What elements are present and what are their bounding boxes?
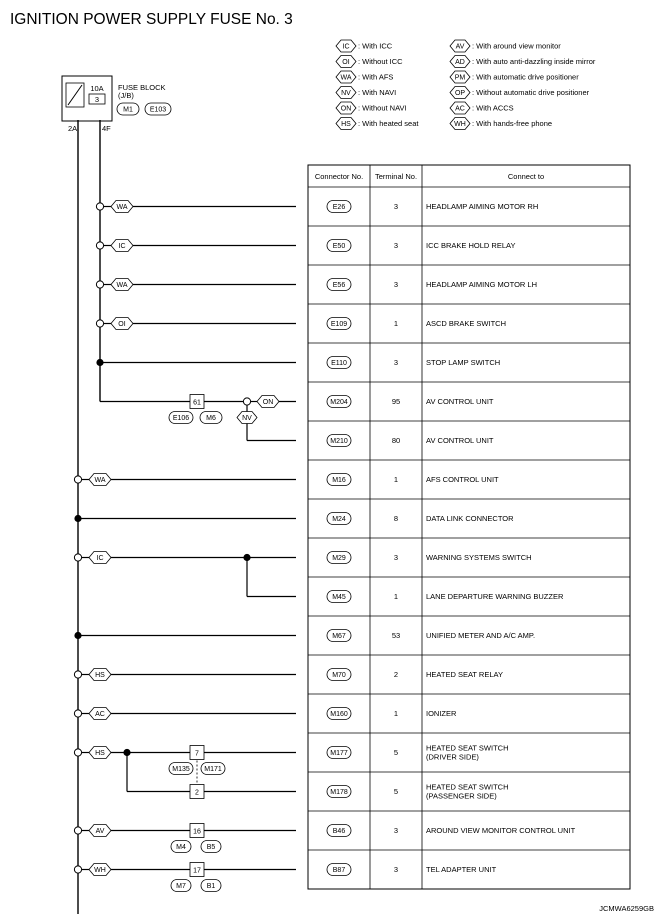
legend-tag-op-text: OP: [454, 90, 466, 97]
connect-to: HEATED SEAT RELAY: [426, 670, 503, 679]
connect-to: (DRIVER SIDE): [426, 752, 479, 762]
legend-label-oi: : Without ICC: [358, 57, 403, 66]
splice-open: [74, 866, 81, 873]
option-tag-ac-text: AC: [95, 711, 105, 718]
connect-to: HEADLAMP AIMING MOTOR LH: [426, 280, 537, 289]
connector-e50: [327, 240, 351, 252]
option-tag-wa-text: WA: [116, 204, 128, 211]
joint-connector-61: [190, 395, 204, 409]
legend-tag-wh: [450, 118, 470, 130]
terminal-no: 80: [391, 436, 401, 445]
connect-to: WARNING SYSTEMS SWITCH: [426, 553, 532, 562]
connector-e26: [327, 201, 351, 213]
legend-tag-pm: [450, 71, 470, 83]
joint-conn-m7-text: M7: [176, 883, 186, 890]
connector-m67: [327, 630, 351, 642]
connector-m24: [327, 513, 351, 525]
legend-tag-wh-text: WH: [454, 121, 466, 128]
fuse-conn-m1: [117, 103, 139, 115]
legend-tag-nv-text: NV: [341, 90, 351, 97]
connect-to: AV CONTROL UNIT: [426, 436, 494, 445]
legend-label-op: : Without automatic drive positioner: [472, 88, 590, 97]
connector-m70-text: M70: [332, 672, 346, 679]
wires: [74, 120, 296, 914]
legend-tag-wa-text: WA: [340, 74, 352, 82]
joint-conn-b5: [201, 841, 221, 853]
terminal-no: 3: [393, 202, 399, 211]
terminal-no: 95: [391, 397, 401, 406]
fuse-amp: 10A: [90, 84, 104, 93]
terminal-no: 3: [393, 280, 399, 289]
legend-tag-ac: [450, 102, 470, 114]
terminal-no: 3: [393, 865, 399, 874]
option-tag-ic: [89, 552, 111, 564]
connector-e110: [327, 357, 351, 369]
option-tag-hs-text: HS: [95, 750, 105, 757]
table-header: Connect to: [507, 172, 545, 181]
legend-tag-on: [336, 102, 356, 114]
joint-conn-m135: [169, 763, 193, 775]
connect-to: HEATED SEAT SWITCH: [426, 743, 509, 753]
legend-tag-ac-text: AC: [455, 105, 465, 113]
connect-to: TEL ADAPTER UNIT: [426, 865, 497, 874]
option-tag-av-text: AV: [95, 828, 105, 835]
option-tag-wa: [111, 279, 133, 291]
connect-to: (PASSENGER SIDE): [426, 791, 497, 801]
connector-m29-text: M29: [332, 555, 346, 562]
connector-e26-text: E26: [332, 204, 346, 211]
fuse-conn-m1-text: M1: [123, 106, 133, 114]
option-tag-wh: [89, 864, 111, 876]
connector-e56-text: E56: [332, 282, 346, 289]
legend-tag-oi: [336, 56, 356, 68]
connect-to: AFS CONTROL UNIT: [426, 475, 499, 484]
terminal-no: 3: [393, 241, 399, 250]
joint-conn-b5-text: B5: [206, 844, 216, 851]
legend-label-on: : Without NAVI: [358, 103, 407, 113]
legend-tag-ad-text: AD: [455, 59, 465, 66]
connector-b87-text: B87: [332, 867, 346, 874]
connect-to: HEATED SEAT SWITCH: [426, 782, 509, 792]
terminal-no: 3: [393, 826, 399, 835]
fuse-block-sublabel: (J/B): [118, 91, 134, 100]
connector-m16: [327, 474, 351, 486]
legend-tag-ad: [450, 56, 470, 68]
connector-m160-text: M160: [330, 711, 348, 718]
terminal-no: 2: [393, 670, 399, 679]
connector-m210: [327, 435, 351, 447]
connector-e56: [327, 279, 351, 291]
splice-open: [96, 242, 103, 249]
option-tag-hs: [89, 747, 111, 759]
joint-connector-2-num: 2: [195, 789, 199, 797]
connector-m45: [327, 591, 351, 603]
joint-conn-m6-text: M6: [206, 415, 216, 422]
connector-m204-text: M204: [330, 399, 348, 406]
joint-connector-2: [190, 785, 204, 799]
legend-label-wa: : With AFS: [358, 72, 394, 82]
legend-label-ic: : With ICC: [358, 41, 393, 51]
option-tag-on-text: ON: [262, 399, 274, 406]
connector-m24-text: M24: [332, 516, 346, 523]
legend-label-nv: : With NAVI: [358, 88, 397, 97]
connect-to: AROUND VIEW MONITOR CONTROL UNIT: [426, 826, 576, 835]
legend-tag-on-text: ON: [340, 105, 352, 113]
connect-to: ICC BRAKE HOLD RELAY: [426, 241, 516, 250]
connect-to: DATA LINK CONNECTOR: [426, 514, 514, 523]
joint-conn-m7: [171, 880, 191, 892]
splice-open: [74, 749, 81, 756]
option-tag-wa-text: WA: [94, 477, 106, 484]
diagram-code: JCMWA6259GB: [599, 904, 654, 913]
splice-open: [74, 710, 81, 717]
terminal-no: 53: [391, 631, 401, 640]
fuse-conn-e103-text: E103: [149, 106, 167, 114]
connector-m178: [327, 786, 351, 798]
legend-tag-wa: [336, 71, 356, 83]
connector-m67-text: M67: [332, 633, 346, 640]
option-tag-wa: [89, 474, 111, 486]
joint-connector-61-num: 61: [193, 399, 201, 407]
option-tag-on: [257, 396, 279, 408]
option-tag-oi: [111, 318, 133, 330]
connect-to: HEADLAMP AIMING MOTOR RH: [426, 202, 539, 211]
legend-label-hs: : With heated seat: [358, 119, 419, 128]
option-tag-ic-text: IC: [96, 555, 104, 562]
option-tag-wh-text: WH: [94, 867, 106, 874]
connector-b87: [327, 864, 351, 876]
splice-open: [243, 398, 250, 405]
option-tag-nv: [237, 412, 257, 424]
fuse-block-label: FUSE BLOCK: [118, 83, 166, 92]
terminal-no: 1: [393, 319, 399, 328]
connector-b46-text: B46: [332, 828, 346, 835]
connect-to: AV CONTROL UNIT: [426, 397, 494, 406]
splice-open: [96, 203, 103, 210]
connect-to: UNIFIED METER AND A/C AMP.: [426, 631, 536, 640]
legend-label-pm: : With automatic drive positioner: [472, 72, 579, 82]
joint-connector-16-num: 16: [193, 828, 201, 836]
joint-connector-7-num: 7: [195, 750, 199, 758]
splice-open: [74, 554, 81, 561]
connector-m177: [327, 747, 351, 759]
connector-m204: [327, 396, 351, 408]
terminal-no: 5: [393, 787, 399, 796]
joint-connector-7: [190, 746, 204, 760]
fuse-conn-e103: [145, 103, 171, 115]
connector-m210-text: M210: [330, 438, 348, 445]
terminal-no: 8: [393, 514, 399, 523]
terminal-no: 3: [393, 553, 399, 562]
terminal-no: 1: [393, 592, 399, 601]
legend-tag-av-text: AV: [455, 43, 465, 51]
option-tag-ic-text: IC: [118, 243, 126, 250]
connector-e109-text: E109: [330, 321, 348, 328]
table-header: Connector No.: [314, 172, 364, 181]
legend-tag-hs: [336, 118, 356, 130]
joint-connector-16: [190, 824, 204, 838]
legend-tag-op: [450, 87, 470, 99]
legend-tag-ic-text: IC: [342, 43, 350, 51]
legend: [336, 40, 596, 130]
connector-m70: [327, 669, 351, 681]
joint-conn-m171-text: M171: [204, 766, 222, 773]
table-header: Terminal No.: [374, 172, 418, 181]
joint-conn-e106-text: E106: [172, 415, 190, 422]
joint-conn-m6: [200, 412, 222, 424]
fuse-number: 3: [94, 95, 100, 104]
joint-conn-m4: [171, 841, 191, 853]
connector-m178-text: M178: [330, 789, 348, 796]
legend-label-ac: : With ACCS: [472, 103, 514, 113]
legend-tag-pm-text: PM: [454, 74, 466, 82]
connector-b46: [327, 825, 351, 837]
legend-label-wh: : With hands-free phone: [472, 119, 553, 128]
legend-label-av: : With around view monitor: [472, 41, 561, 51]
connector-e109: [327, 318, 351, 330]
fuse-terminal-right: 4F: [102, 124, 111, 133]
joint-conn-e106: [169, 412, 193, 424]
legend-tag-ic: [336, 40, 356, 52]
legend-tag-oi-text: OI: [342, 59, 350, 66]
connector-m177-text: M177: [330, 750, 348, 757]
connector-e50-text: E50: [332, 243, 346, 250]
connector-m16-text: M16: [332, 477, 346, 484]
legend-label-ad: : With auto anti-dazzling inside mirror: [472, 57, 596, 66]
terminal-no: 3: [393, 358, 399, 367]
splice-open: [74, 671, 81, 678]
connect-to: ASCD BRAKE SWITCH: [426, 319, 507, 328]
legend-tag-nv: [336, 87, 356, 99]
connect-to: LANE DEPARTURE WARNING BUZZER: [426, 592, 564, 601]
option-tag-wa: [111, 201, 133, 213]
terminal-no: 5: [393, 748, 399, 757]
option-tag-wa-text: WA: [116, 282, 128, 289]
connector-m160: [327, 708, 351, 720]
splice-open: [96, 320, 103, 327]
splice-open: [74, 827, 81, 834]
option-tag-ac: [89, 708, 111, 720]
joint-conn-m135-text: M135: [172, 766, 190, 773]
fuse-terminal-left: 2A: [68, 124, 78, 133]
terminal-no: 1: [393, 475, 399, 484]
connector-m29: [327, 552, 351, 564]
option-tag-ic: [111, 240, 133, 252]
connector-m45-text: M45: [332, 594, 346, 601]
option-tag-hs: [89, 669, 111, 681]
diagram-title: IGNITION POWER SUPPLY FUSE No. 3: [10, 11, 293, 28]
joint-connector-17-num: 17: [193, 867, 201, 875]
option-tag-nv-text: NV: [242, 415, 252, 422]
legend-tag-hs-text: HS: [341, 121, 351, 128]
option-tag-oi-text: OI: [118, 321, 126, 328]
terminal-no: 1: [393, 709, 399, 718]
legend-tag-av: [450, 40, 470, 52]
joint-conn-m171: [201, 763, 225, 775]
joint-conn-m4-text: M4: [176, 844, 186, 851]
connector-e110-text: E110: [331, 360, 347, 367]
table-outline: [308, 165, 630, 889]
joint-conn-b1: [201, 880, 221, 892]
joint-conn-b1-text: B1: [206, 883, 216, 890]
connect-to: STOP LAMP SWITCH: [426, 358, 501, 367]
connect-to: IONIZER: [426, 709, 457, 718]
splice-open: [96, 281, 103, 288]
joint-connector-17: [190, 863, 204, 877]
option-tag-hs-text: HS: [95, 672, 105, 679]
connector-table: [308, 165, 630, 889]
option-tag-av: [89, 825, 111, 837]
splice-open: [74, 476, 81, 483]
